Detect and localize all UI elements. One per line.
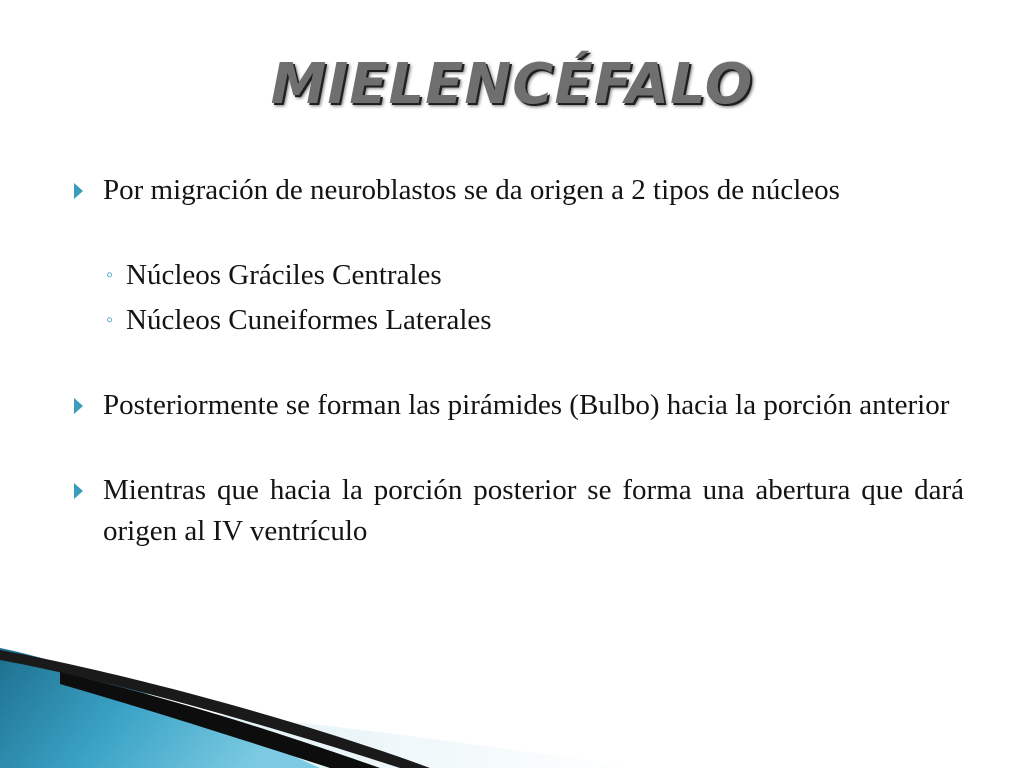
bullet-item-2 — [74, 385, 964, 426]
triangle-right-icon — [74, 483, 83, 499]
sub-bullet-item-2 — [74, 300, 964, 341]
sub-bullet-item-1 — [74, 255, 964, 296]
triangle-right-icon — [74, 183, 83, 199]
bullet-item-1 — [74, 170, 964, 211]
sub-bullet-text: Núcleos Cuneiformes Laterales — [126, 304, 492, 336]
bullet-item-3 — [74, 470, 964, 552]
bullet-text: Mientras que hacia la porción posterior se forma una abertura que dará origen al IV ventrículo — [103, 474, 964, 547]
bullet-text: Posteriormente se forman las pirámides (Bulbo) hacia la porción anterior — [103, 389, 950, 421]
ring-icon: ◦ — [106, 264, 114, 286]
sub-bullet-text: Núcleos Gráciles Centrales — [126, 259, 442, 291]
bullet-text: Por migración de neuroblastos se da origen a 2 tipos de núcleos — [103, 174, 840, 206]
slide-title: MIELENCÉFALO — [270, 52, 754, 117]
triangle-right-icon — [74, 398, 83, 414]
slide-content — [74, 170, 964, 552]
ring-icon: ◦ — [106, 309, 114, 331]
